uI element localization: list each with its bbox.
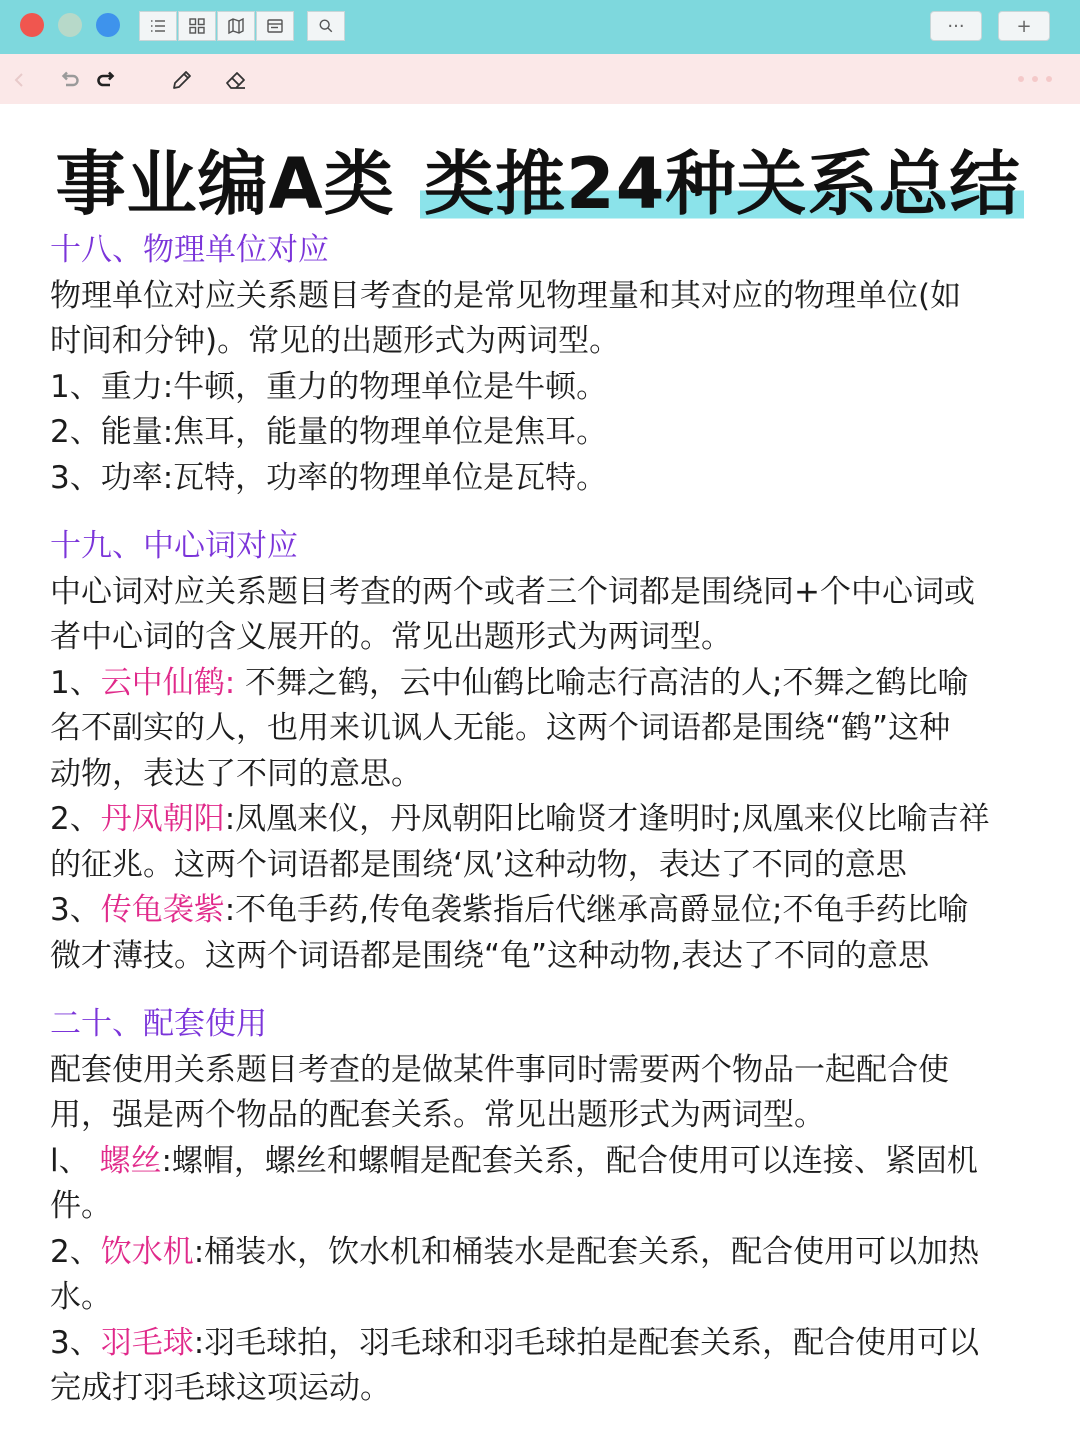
zoom-window-button[interactable]: [96, 13, 120, 37]
page-title: [0, 128, 1080, 229]
list-item: 3、传龟袭紫:不龟手药,传龟袭紫指后代继承高爵显位;不龟手药比喻: [50, 892, 969, 928]
card-icon: [266, 17, 284, 35]
text-line: 中心词对应关系题目考查的两个或者三个词都是围绕同+个中心词或: [50, 573, 975, 610]
eraser-icon: [224, 68, 248, 92]
list-item: 3、功率:瓦特，功率的物理单位是瓦特。: [50, 459, 608, 496]
text-line: 件。: [50, 1188, 112, 1224]
text-line: 完成打羽毛球这项运动。: [50, 1370, 391, 1406]
minimize-window-button[interactable]: [58, 13, 82, 37]
more-button[interactable]: [930, 11, 982, 41]
more-icon: ···: [947, 15, 965, 37]
eraser-tool-button[interactable]: [222, 66, 250, 94]
pencil-tool-button[interactable]: [168, 66, 196, 94]
section-heading: 十九、中心词对应: [50, 528, 298, 564]
note-content: [50, 228, 1040, 1412]
search-button[interactable]: [307, 11, 345, 41]
add-button[interactable]: [998, 11, 1050, 41]
grid-view-button[interactable]: [178, 11, 216, 41]
text-line: 者中心词的含义展开的。常见出题形式为两词型。: [50, 619, 732, 655]
list-item: 2、饮水机:桶装水，饮水机和桶装水是配套关系，配合使用可以加热: [50, 1233, 980, 1270]
grid-icon: [188, 17, 206, 35]
title-part1: 事业编A类: [55, 143, 395, 225]
edit-toolbar: [0, 54, 1080, 104]
text-line: 名不副实的人，也用来讥讽人无能。这两个词语都是围绕“鹤”这种: [50, 710, 951, 746]
highlighted-term: 丹凤朝阳: [100, 801, 225, 837]
highlighted-term: 饮水机: [100, 1233, 194, 1270]
list-item: 3、羽毛球:羽毛球拍，羽毛球和羽毛球拍是配套关系，配合使用可以: [50, 1324, 980, 1361]
section-heading: 二十、配套使用: [50, 1006, 267, 1042]
list-item: l、 螺丝:螺帽，螺丝和螺帽是配套关系，配合使用可以连接、紧固机: [50, 1142, 978, 1179]
list-item: 2、丹凤朝阳:凤凰来仪，丹凤朝阳比喻贤才逢明时;凤凰来仪比喻吉祥: [50, 801, 990, 837]
section-heading: 十八、物理单位对应: [50, 232, 329, 268]
list-view-button[interactable]: [139, 11, 177, 41]
text-line: 动物，表达了不同的意思。: [50, 755, 422, 792]
close-window-button[interactable]: [20, 13, 44, 37]
view-mode-group: [139, 11, 295, 41]
highlighted-term: 传龟袭紫: [100, 892, 225, 928]
highlighted-term: 羽毛球: [100, 1324, 194, 1361]
undo-icon: [58, 68, 82, 92]
highlighted-term: 云中仙鹤:: [100, 664, 236, 701]
text-line: 时间和分钟)。常见的出题形式为两词型。: [50, 323, 621, 359]
card-view-button[interactable]: [256, 11, 294, 41]
text-line: 物理单位对应关系题目考查的是常见物理量和其对应的物理单位(如: [50, 277, 962, 314]
plus-icon: +: [1016, 15, 1032, 37]
chevron-left-icon: [10, 68, 28, 92]
redo-icon: [94, 68, 118, 92]
title-part2-highlighted: 类推24种关系总结: [420, 143, 1024, 225]
text-line: 用，强是两个物品的配套关系。常见出题形式为两词型。: [50, 1097, 825, 1133]
redo-button[interactable]: [92, 66, 120, 94]
list-item: 1、云中仙鹤: 不舞之鹤，云中仙鹤比喻志行高洁的人;不舞之鹤比喻: [50, 664, 969, 701]
list-icon: [149, 17, 167, 35]
text-line: 的征兆。这两个词语都是围绕‘凤’这种动物，表达了不同的意思: [50, 846, 907, 883]
map-icon: [227, 17, 245, 35]
page-dots: [1018, 76, 1052, 82]
pencil-icon: [170, 68, 194, 92]
back-button[interactable]: [10, 66, 28, 94]
undo-button[interactable]: [56, 66, 84, 94]
text-line: 配套使用关系题目考查的是做某件事同时需要两个物品一起配合使: [50, 1051, 949, 1088]
map-view-button[interactable]: [217, 11, 255, 41]
list-item: 1、重力:牛顿，重力的物理单位是牛顿。: [50, 368, 608, 405]
highlighted-term: 螺丝: [99, 1142, 162, 1179]
window-titlebar: [0, 0, 1080, 54]
text-line: 水。: [50, 1279, 112, 1315]
search-icon: [318, 18, 334, 34]
list-item: 2、能量:焦耳，能量的物理单位是焦耳。: [50, 414, 608, 450]
text-line: 微才薄技。这两个词语都是围绕“龟”这种动物,表达了不同的意思: [50, 937, 929, 974]
